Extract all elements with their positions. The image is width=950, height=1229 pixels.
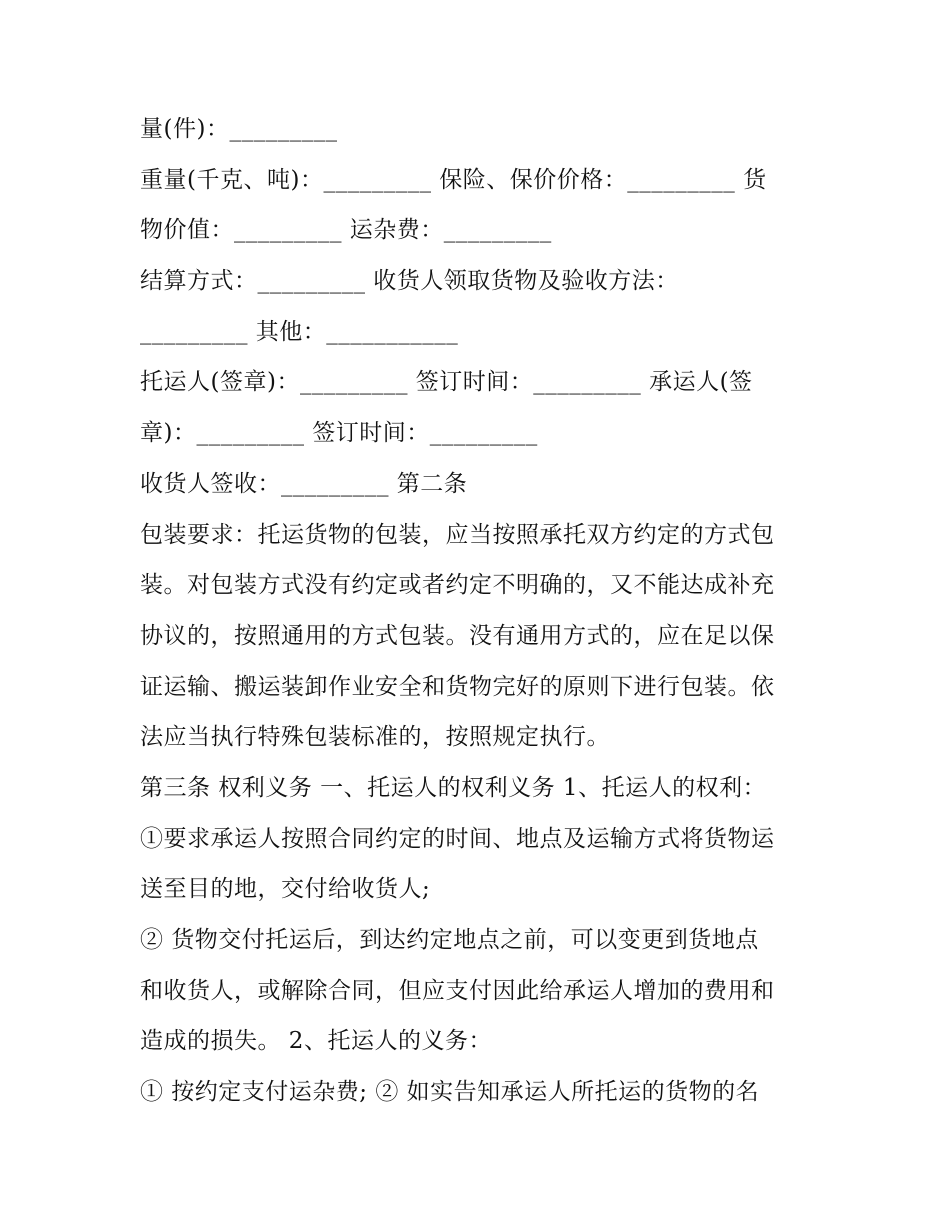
text-line: ② 货物交付托运后，到达约定地点之前，可以变更到货地点 — [140, 927, 759, 953]
text-line: 包装要求：托运货物的包装，应当按照承托双方约定的方式包 — [140, 521, 775, 548]
text-line: 协议的，按照通用的方式包装。没有通用方式的，应在足以保 — [140, 622, 775, 649]
text-line: 章)：_________ 签订时间：_________ — [140, 420, 538, 447]
text-line: 法应当执行特殊包装标准的，按照规定执行。 — [140, 724, 610, 751]
text-line: 和收货人，或解除合同，但应支付因此给承运人增加的费用和 — [140, 977, 775, 1004]
text-line: _________ 其他：___________ — [140, 318, 459, 345]
text-line: 结算方式：_________ 收货人领取货物及验收方法： — [140, 268, 679, 295]
text-line: 托运人(签章)：_________ 签订时间：_________ 承运人(签 — [140, 369, 753, 396]
text-line: 重量(千克、吨)：_________ 保险、保价价格：_________ 货 — [140, 166, 767, 193]
text-line: ① 按约定支付运杂费; ② 如实告知承运人所托运的货物的名 — [140, 1079, 760, 1106]
text-line: 物价值：_________ 运杂费：_________ — [140, 217, 552, 244]
text-line: 收货人签收：_________ 第二条 — [140, 470, 468, 497]
text-line: 造成的损失。 2、托运人的义务： — [140, 1028, 492, 1055]
text-line: ①要求承运人按照合同约定的时间、地点及运输方式将货物运 — [140, 825, 775, 852]
text-line: 第三条 权利义务 一、托运人的权利义务 1、托运人的权利： — [140, 774, 767, 801]
text-line: 证运输、搬运装卸作业安全和货物完好的原则下进行包装。依 — [140, 673, 775, 700]
text-line: 量(件)：_________ — [140, 116, 338, 142]
text-line: 装。对包装方式没有约定或者约定不明确的，又不能达成补充 — [140, 572, 775, 599]
document-page — [140, 104, 820, 1118]
text-line: 送至目的地，交付给收货人; — [140, 876, 431, 903]
